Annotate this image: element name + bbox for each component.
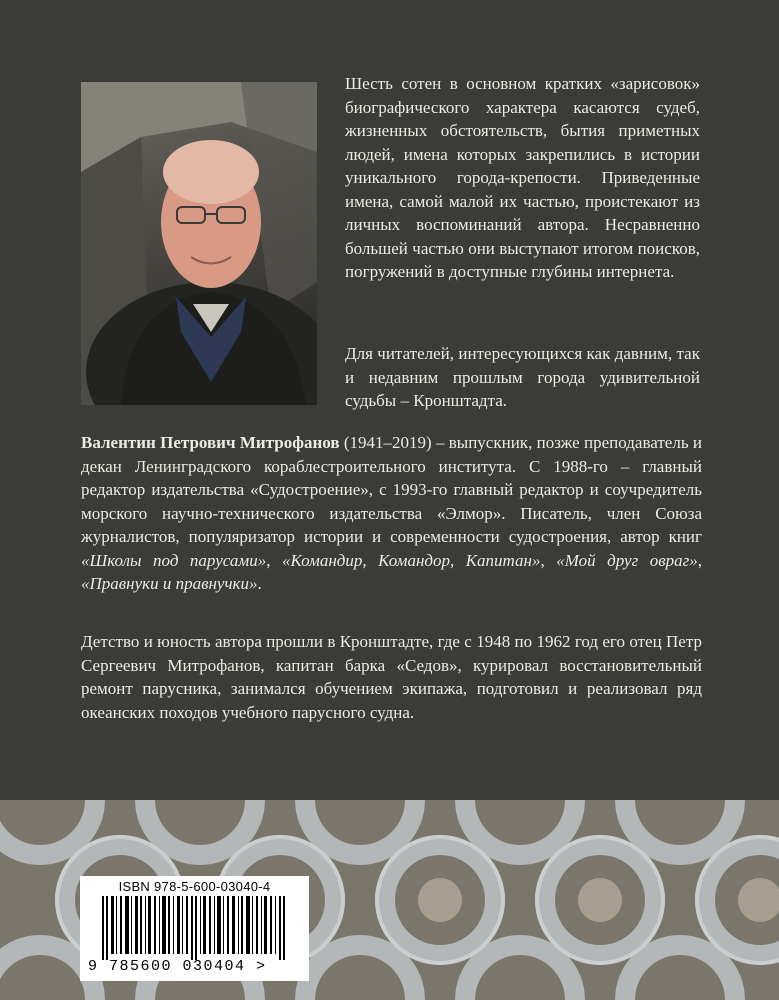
barcode-digits: 9 785600 030404 > [88,958,267,975]
author-photo [81,82,317,405]
book-title: «Правнуки и правнучки» [81,574,258,593]
book-title: «Мой друг овраг» [556,550,698,570]
separator: , [697,550,702,570]
author-name: Валентин Петрович Митрофанов [81,433,340,452]
isbn-label: ISBN 978-5-600-03040-4 [118,879,271,894]
separator: , [540,550,557,570]
separator: , [266,550,282,570]
author-bio-text: (1941–2019) – выпускник, позже преподаватель и декан Ленинградского кораблестроительного института. С 1988-го – главный редактор издательства «Судостроение», с 1993-го главный редактор и соучредитель морского научно-технического издательства «Элмор». Писатель, член Союза журналистов, популяризатор истории и современности судостроения, автор книг [81,433,702,546]
bio-end: . [257,574,262,593]
author-bio [81,431,702,596]
isbn-barcode [80,876,309,981]
blurb-intro: Шесть сотен в основном кратких «зарисовок» биографического характера касаются судеб, жизненных обстоятельств, бытия приметных людей, имена которых закрепились в истории уникального города-крепости. Приведенные имена, самой малой их частью, проистекают из личных воспоминаний автора. Несравненно большей частью они выступают итогом поисков, погружений в доступные глубины интернета. [345,74,700,281]
book-title: «Командир, Командор, Капитан» [281,550,541,570]
book-title: «Школы под парусами» [81,550,267,570]
barcode-bars [102,896,292,960]
blurb-readers: Для читателей, интересующихся как давним, так и недавним прошлым города удивительной судьбы – Кронштадта. [345,344,700,410]
childhood-paragraph: Детство и юность автора прошли в Кронштадте, где с 1948 по 1962 год его отец Петр Сергеевич Митрофанов, капитан барка «Седов», курировал восстановительный ремонт парусника, занимался обучением экипажа, подготовил и реализовал ряд океанских походов учебного парусного судна. [81,632,702,722]
